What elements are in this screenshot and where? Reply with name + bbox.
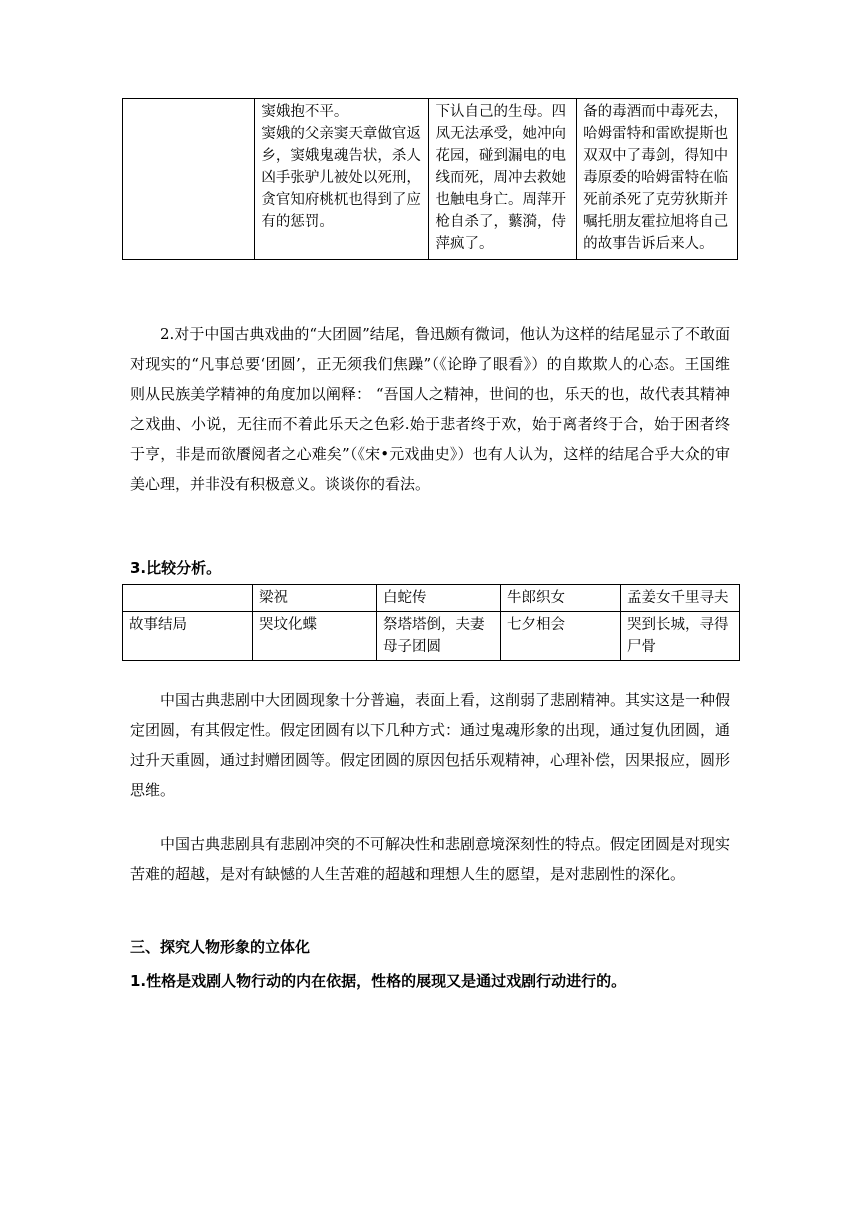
table-header-cell: 孟姜女千里寻夫	[621, 585, 740, 612]
ending-comparison-table	[122, 584, 740, 661]
section-3-point-1: 1.性格是戏剧人物行动的内在依据，性格的展现又是通过戏剧行动进行的。	[130, 972, 627, 990]
table-row	[123, 612, 740, 661]
table-cell	[255, 99, 429, 260]
question-2-paragraph: 2.对于中国古典戏曲的“大团圆”结尾，鲁迅颇有微词，他认为这样的结尾显示了不敢面对现实的“凡事总要‘团圆’，正无须我们焦躁”（《论睁了眼看》）的自欺欺人的心态。王国维则从民族美学精神的角度加以阐释： “吾国人之精神，世间的也，乐天的也，故代表其精神之戏曲、小说，无往而不着此乐天之色彩.始于悲者终于欢，始于离者终于合，始于困者终于亨，非是而欲餍阅者之心难矣”（《宋•元戏曲史》）也有人认为，这样的结尾合乎大众的审美心理，并非没有积极意义。谈谈你的看法。	[130, 325, 730, 493]
table-cell: 下认自己的生母。四凤无法承受，她冲向花园，碰到漏电的电线而死，周冲去救她也触电身亡。周萍开枪自杀了，蘩漪，侍萍疯了。	[429, 99, 577, 260]
question-3-heading: 3.比较分析。	[130, 559, 222, 577]
table-cell: 七夕相会	[501, 612, 621, 661]
table-cell	[123, 99, 255, 260]
table-header-cell: 牛郎织女	[501, 585, 621, 612]
table-cell: 哭坟化蝶	[253, 612, 377, 661]
cell-text: 窦娥抱不平。	[261, 104, 349, 120]
analysis-paragraph-2: 中国古典悲剧具有悲剧冲突的不可解决性和悲剧意境深刻性的特点。假定团圆是对现实苦难的超越，是对有缺憾的人生苦难的超越和理想人生的愿望，是对悲剧性的深化。	[130, 835, 731, 883]
table-header-cell	[123, 585, 253, 612]
table-cell: 备的毒酒而中毒死去，哈姆雷特和雷欧提斯也双双中了毒剑，得知中毒原委的哈姆雷特在临死前杀死了克劳狄斯并嘱托朋友霍拉旭将自己的故事告诉后来人。	[577, 99, 738, 260]
table-cell: 哭到长城，寻得尸骨	[621, 612, 740, 661]
comparison-table-continued	[122, 98, 738, 260]
section-3-heading: 三、探究人物形象的立体化	[130, 938, 311, 956]
table-header-cell: 梁祝	[253, 585, 377, 612]
table-row	[123, 99, 738, 260]
table-cell: 故事结局	[123, 612, 253, 661]
analysis-paragraph-1: 中国古典悲剧中大团圆现象十分普遍，表面上看，这削弱了悲剧精神。其实这是一种假定团圆，有其假定性。假定团圆有以下几种方式：通过鬼魂形象的出现，通过复仇团圆，通过升天重圆，通过封赠团圆等。假定团圆的原因包括乐观精神，心理补偿，因果报应，圆形思维。	[130, 691, 731, 799]
table-header-cell: 白蛇传	[377, 585, 501, 612]
cell-text: 窦娥的父亲窦天章做官返乡，窦娥鬼魂告状，杀人凶手张驴儿被处以死刑，贪官知府桃杌也得到了应有的惩罚。	[261, 126, 421, 230]
table-header-row	[123, 585, 740, 612]
table-cell: 祭塔塔倒，夫妻母子团圆	[377, 612, 501, 661]
